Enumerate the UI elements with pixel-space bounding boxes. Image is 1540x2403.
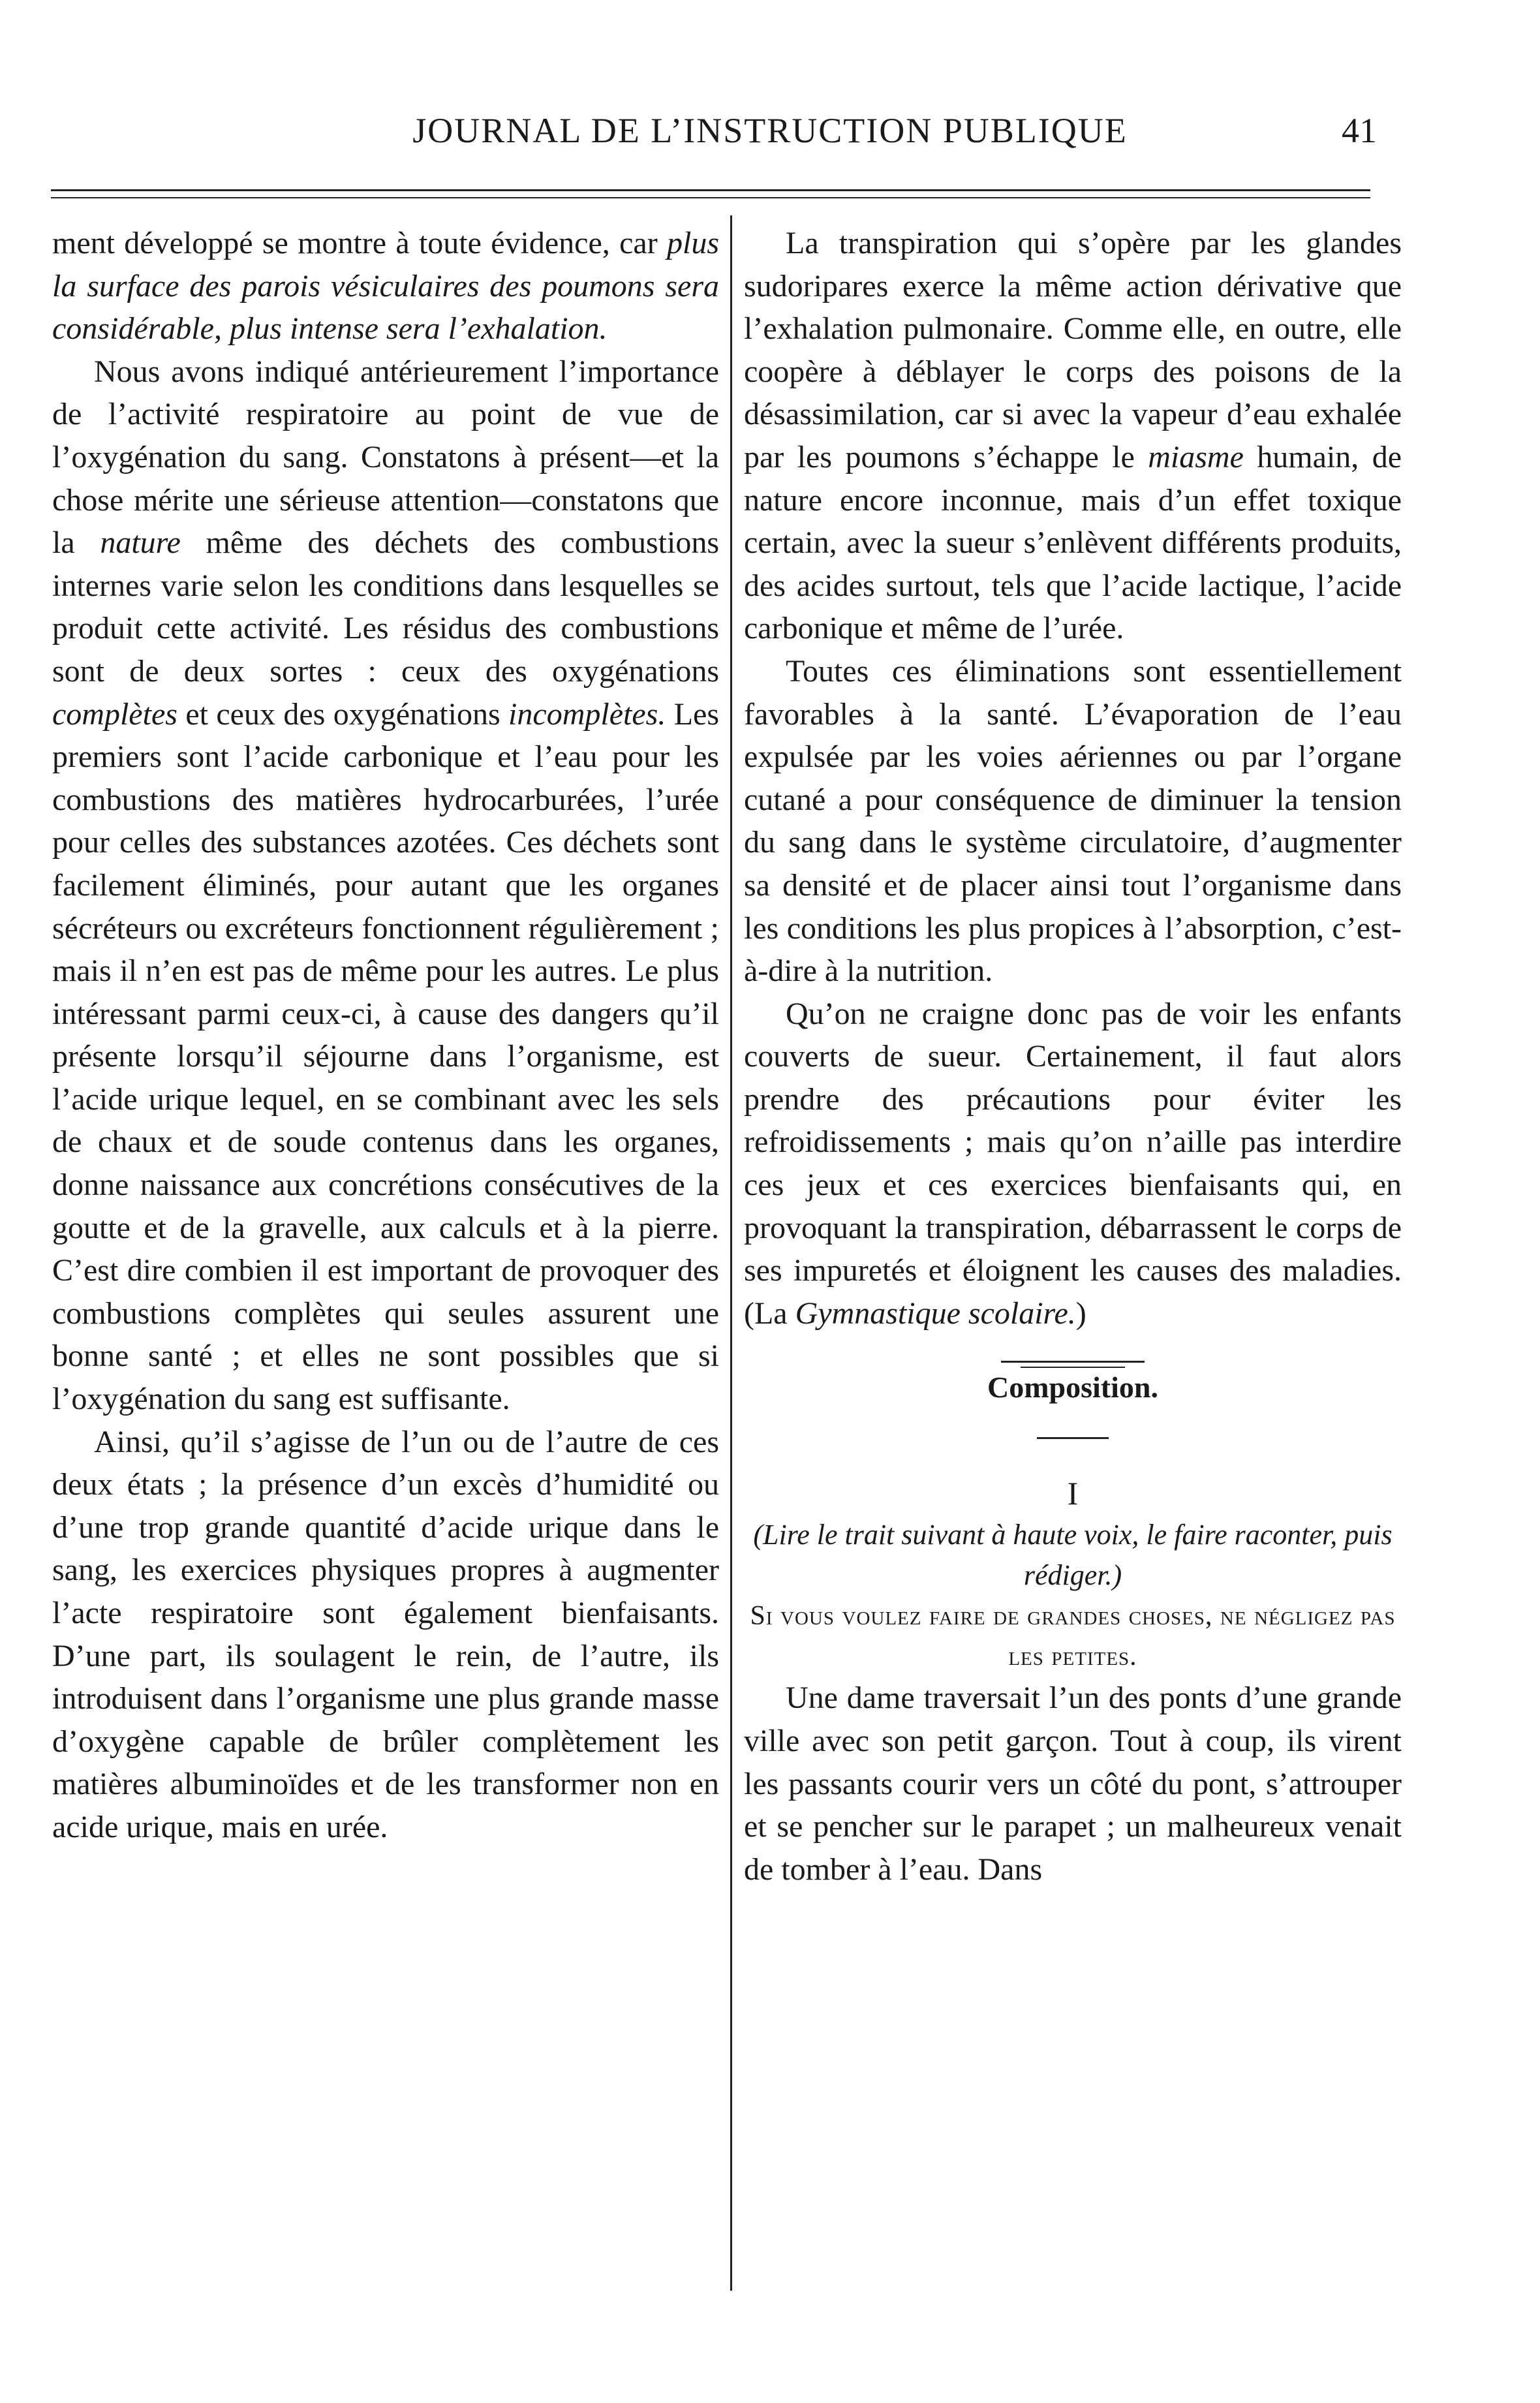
section-rule [1037, 1437, 1109, 1439]
text: Qu’on ne craigne donc pas de voir les enfants couverts de sueur. Certainement, il faut alors prendre des précautions pour éviter les refroidissements ; mais qu’on n’aille pas interdire ces jeux et ces exercices bienfaisants qui, en provoquant la transpiration, débarrassent le corps de ses impuretés et éloignent les causes des maladies. (La [744, 996, 1402, 1331]
text: humain, de nature encore inconnue, mais d’un effet toxique certain, avec la sueur s’enlèvent différents produits, des acides surtout, tels que l’acide lactique, l’acide carbonique et même de l’urée. [744, 439, 1402, 646]
text: Les premiers sont l’acide carbonique et l’eau pour les combustions des matières hydrocarburées, l’urée pour celles des substances azotées. Ces déchets sont facilement éliminés, pour autant que les organes sécréteurs ou excréteurs fonctionnent régulièrement ; mais il n’en est pas de même pour les autres. Le plus intéressant parmi ceux-ci, à cause des dangers qu’il présente lorsqu’il séjourne dans l’organisme, est l’acide urique lequel, en se combinant avec les sels de chaux et de soude contenus dans les organes, donne naissance aux concrétions consécutives de la goutte et de la gravelle, aux calculs et à la pierre. C’est dire combien il est important de provoquer des combustions complètes qui seules assurent une bonne santé ; et elles ne sont possibles que si l’oxygénation du sang est suffisante. [52, 696, 719, 1417]
paragraph [744, 222, 1402, 650]
column-divider [730, 215, 732, 2291]
italic-text: incomplètes. [508, 696, 666, 732]
page-number: 41 [1342, 111, 1377, 150]
paragraph [744, 1677, 1402, 1891]
left-column [52, 222, 719, 1849]
italic-text: Gymnastique scolaire. [795, 1295, 1076, 1331]
italic-text: complètes [52, 696, 177, 732]
journal-title: JOURNAL DE L’INSTRUCTION PUBLIQUE [412, 111, 1128, 150]
italic-text: miasme [1148, 439, 1244, 474]
text: ) [1075, 1295, 1086, 1331]
text: Toutes ces éliminations sont essentiellement favorables à la santé. L’évaporation de l’eau expulsée par les voies aériennes ou par l’organe cutané a pour conséquence de diminuer la tension du sang dans le système circulatoire, d’augmenter sa densité et de placer ainsi tout l’organisme dans les conditions les plus propices à l’absorption, c’est-à-dire à la nutrition. [744, 653, 1402, 989]
right-column [744, 222, 1402, 1891]
header-rule-top [51, 189, 1370, 191]
paragraph [744, 650, 1402, 993]
text: même des déchets des combustions internes varie selon les conditions dans lesquelles se produit cette activité. Les résidus des combustions sont de deux sortes : ceux des oxygénations [52, 525, 720, 689]
paragraph [744, 993, 1402, 1335]
text: Nous avons indiqué antérieurement l’importance de l’activité respiratoire au point de vue de l’oxygénation du sang. Constatons à présent—et la chose mérite une sérieuse attention—constatons que la [52, 354, 719, 561]
text: Ainsi, qu’il s’agisse de l’un ou de l’autre de ces deux états ; la présence d’un excès d’humidité ou d’une trop grande quantité d’acide urique dans le sang, les exercices physiques propres à augmenter l’acte respiratoire sont également bienfaisants. D’une part, ils soulagent le rein, de l’autre, ils introduisent dans l’organisme une plus grande masse d’oxygène capable de brûler complètement les matières albuminoïdes et de les transformer non en acide urique, mais en urée. [52, 1424, 719, 1844]
paragraph [52, 222, 719, 350]
paragraph [52, 1421, 719, 1849]
page-header [0, 104, 1540, 157]
moral-heading: Si vous voulez faire de grandes choses, ne négligez pas les petites. [750, 1601, 1396, 1672]
paragraph [52, 350, 719, 1421]
text: ment développé se montre à toute évidence, car [52, 226, 667, 260]
text: Une dame traversait l’un des ponts d’une grande ville avec son petit garçon. Tout à coup, ils virent les passants courir vers un côté du pont, s’attrouper et se pencher sur le parapet ; un malheureux venait de tomber à l’eau. Dans [744, 1681, 1402, 1887]
text: La transpiration qui s’opère par les glandes sudoripares exerce la même action dérivative que l’exhalation pulmonaire. Comme elle, en outre, elle coopère à déblayer le corps des poisons de la désassimilation, car si avec la vapeur d’eau exhalée par les poumons s’échappe le [744, 226, 1402, 474]
ornamental-rule [1001, 1361, 1145, 1363]
italic-text: plus la surface des parois vésiculaires des poumons sera considérable, plus intense sera l’exhalation. [52, 226, 719, 347]
section-title: Composition. [987, 1371, 1158, 1404]
roman-numeral: I [1067, 1475, 1079, 1512]
header-rule-bottom [51, 197, 1370, 198]
text: et ceux des oxygénations [177, 696, 509, 732]
italic-text: nature [100, 525, 181, 561]
instruction-text: (Lire le trait suivant à haute voix, le faire raconter, puis rédiger.) [753, 1519, 1393, 1592]
